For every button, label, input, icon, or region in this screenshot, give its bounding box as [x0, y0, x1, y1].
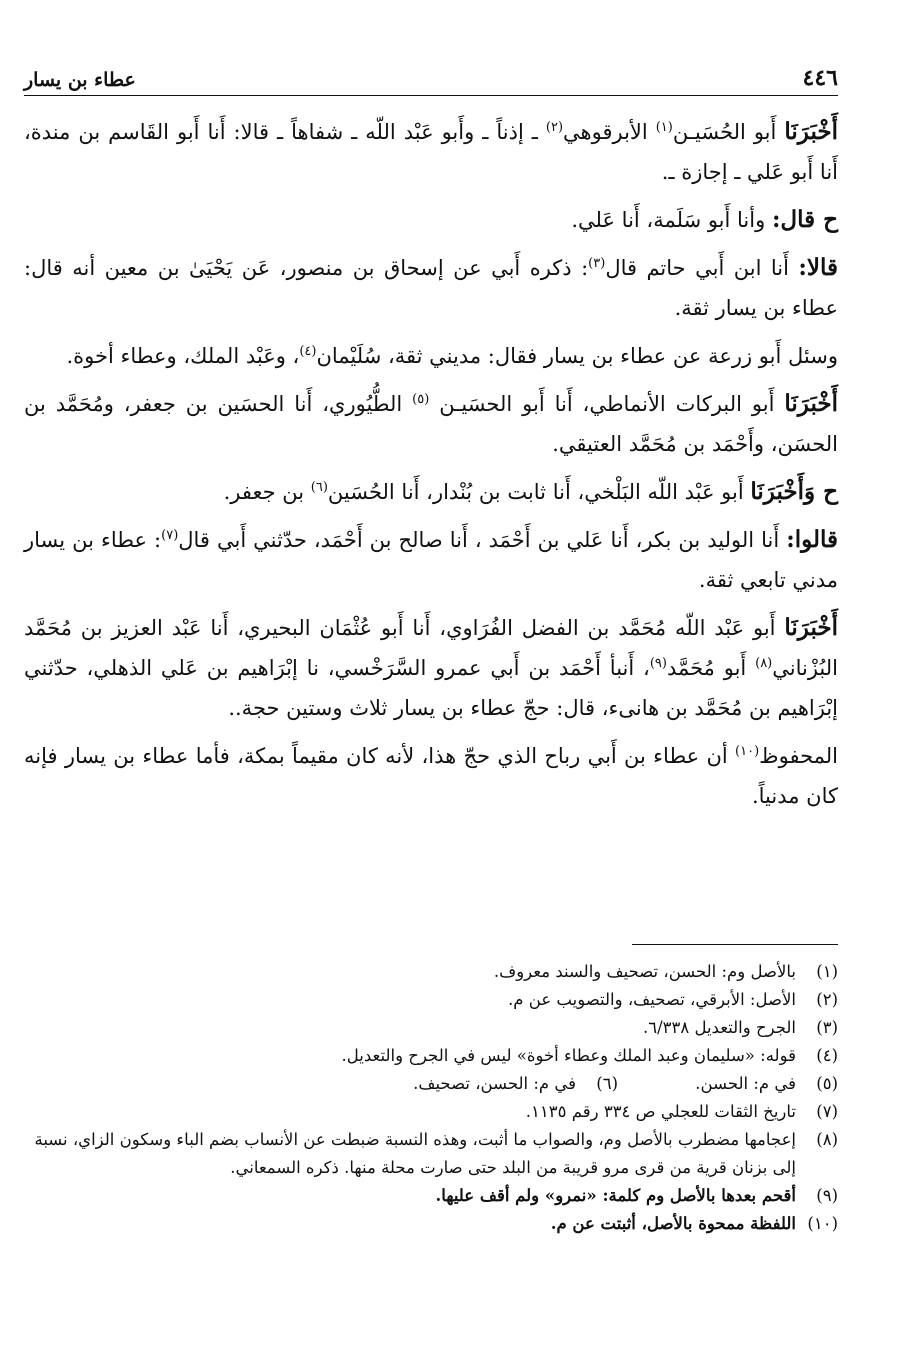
footnote	[24, 1182, 838, 1210]
footnote-number: (٢)	[816, 990, 838, 1009]
footnote-number: (٦)	[596, 1074, 618, 1093]
text-run: الطُّيُوري، أَنا الحسَين بن جعفر، ومُحَمَّد بن الحسَن، وأَحْمَد بن مُحَمَّد العتيقي.	[24, 392, 838, 456]
footnote-number: (٩)	[816, 1186, 838, 1205]
text-run: وسئل أَبو زرعة عن عطاء بن يسار فقال: مديني ثقة، سُلَيْمان	[316, 344, 838, 368]
footnote-marker: (٦)	[310, 480, 328, 495]
isnad-lead: أَخْبَرَنَا	[784, 118, 838, 145]
text-run: ـ إذناً ـ وأَبو عَبْد اللّه ـ شفاهاً ـ قالا: أَنا أَبو القَاسم بن مندة، أَنا أَبو عَلي ـ إجازة ـ.	[24, 120, 838, 184]
footnote	[618, 1070, 838, 1098]
main-text	[24, 112, 838, 824]
isnad-lead: قالا:	[798, 254, 838, 281]
footnote	[24, 958, 838, 986]
paragraph	[24, 472, 838, 512]
footnote-marker: (٩)	[649, 656, 667, 671]
footnote-number: (١)	[816, 962, 838, 981]
footnote-number: (٥)	[816, 1074, 838, 1093]
paragraph	[24, 384, 838, 464]
footnote-marker: (٣)	[588, 256, 606, 271]
page-number: ٤٤٦	[802, 65, 838, 91]
text-run: أَبو مُحَمَّد	[666, 656, 756, 680]
footnote-number: (٤)	[816, 1046, 838, 1065]
text-run: المحفوظ	[759, 744, 838, 768]
footnote-marker: (٢)	[545, 120, 564, 135]
footnote-text: اللفظة ممحوة بالأصل، أثبتت عن م.	[550, 1214, 796, 1233]
footnote-marker: (٥)	[412, 392, 430, 407]
footnote-number: (٨)	[816, 1130, 838, 1149]
footnote-separator	[632, 944, 838, 945]
paragraph	[24, 248, 838, 328]
text-run: : عطاء بن يسار مدني تابعي ثقة.	[24, 528, 838, 592]
footnote-marker: (١)	[655, 120, 673, 135]
footnote	[24, 1098, 838, 1126]
text-run: أَبو عَبْد اللّه البَلْخي، أَنا ثابت بن بُنْدار، أَنا الحُسَين	[327, 480, 751, 504]
text-run: الأبرقوهي	[563, 120, 656, 144]
running-title: عطاء بن يسار	[24, 69, 136, 91]
footnote	[24, 1126, 838, 1182]
footnote-text: الجرح والتعديل ٦/٣٣٨.	[642, 1018, 796, 1037]
isnad-lead: قالوا:	[786, 526, 838, 553]
text-run: بن جعفر.	[223, 480, 311, 504]
footnote-number: (٣)	[816, 1018, 838, 1037]
footnote-marker: (٧)	[161, 528, 179, 543]
footnote-marker: (١٠)	[735, 744, 760, 759]
text-run: : ذكره أَبي عن إسحاق بن منصور، عَن يَحْيَىٰ بن معين أنه قال: عطاء بن يسار ثقة.	[24, 256, 838, 320]
footnote-text: الأصل: الأبرقي، تصحيف، والتصويب عن م.	[508, 990, 796, 1009]
text-run: أَنا ابن أَبي حاتم قال	[605, 256, 799, 280]
footnote	[24, 1210, 838, 1238]
paragraph	[24, 112, 838, 192]
footnote	[24, 986, 838, 1014]
footnote-number: (١٠)	[807, 1214, 838, 1233]
footnote-text: إعجامها مضطرب بالأصل وم، والصواب ما أثبت، وهذه النسبة ضبطت عن الأنساب بضم الباء وسكون الزاي، نسبة إلى بزنان قرية من قرى مرو قريبة من البلد حتى صارت محلة منها. ذكره السمعاني.	[34, 1130, 796, 1177]
text-run: أَبو عَبْد اللّه مُحَمَّد بن الفضل الفُرَاوي، أَنا أَبو عُثْمَان البحيري، أَنا عَبْد العزيز بن مُحَمَّد البُزْناني	[24, 616, 838, 680]
text-run: ، أَنبأ أَحْمَد بن أَبي عمرو السَّرَخْسي، نا إبْرَاهيم بن عَلي الذهلي، حدّثني إبْرَاهيم بن مُحَمَّد بن هانىء، قال: حجّ عطاء بن يسار ثلاث وستين حجة..	[24, 656, 838, 720]
isnad-lead: ح قال:	[771, 206, 838, 233]
footnote-marker: (٨)	[755, 656, 773, 671]
isnad-lead: أَخْبَرَنَا	[784, 390, 838, 417]
text-run: ، وعَبْد الملك، وعطاء أخوة.	[66, 344, 300, 368]
paragraph	[24, 200, 838, 240]
text-run: أَبو البركات الأنماطي، أَنا أَبو الحسَيـن	[429, 392, 785, 416]
paragraph	[24, 608, 838, 728]
text-run: أَبو الحُسَيـن	[672, 120, 785, 144]
page-header	[24, 54, 838, 96]
footnote-text: قوله: «سليمان وعبد الملك وعطاء أخوة» ليس في الجرح والتعديل.	[341, 1046, 796, 1065]
isnad-lead: أَخْبَرَنَا	[784, 614, 838, 641]
footnote-text: تاريخ الثقات للعجلي ص ٣٣٤ رقم ١١٣٥.	[525, 1102, 796, 1121]
paragraph	[24, 520, 838, 600]
paragraph	[24, 336, 838, 376]
footnote	[24, 1014, 838, 1042]
text-run: وأنا أَبو سَلَمة، أَنا عَلي.	[571, 208, 772, 232]
footnote-text: بالأصل وم: الحسن، تصحيف والسند معروف.	[493, 962, 796, 981]
footnotes	[24, 958, 838, 1238]
text-run: أَنا الوليد بن بكر، أَنا عَلي بن أَحْمَد ، أَنا صالح بن أَحْمَد، حدّثني أَبي قال	[178, 528, 787, 552]
footnote-marker: (٤)	[299, 344, 317, 359]
footnote-number: (٧)	[816, 1102, 838, 1121]
text-run: أن عطاء بن أَبي رباح الذي حجّ هذا، لأنه كان مقيماً بمكة، فأما عطاء بن يسار فإنه كان مدنياً.	[24, 744, 838, 808]
footnote-text: أقحم بعدها بالأصل وم كلمة: «نمرو» ولم أقف عليها.	[435, 1186, 796, 1205]
paragraph	[24, 736, 838, 816]
footnote	[413, 1070, 618, 1098]
footnote-text: في م: الحسن.	[695, 1074, 796, 1093]
footnote	[24, 1042, 838, 1070]
footnote-row	[24, 1070, 838, 1098]
footnote-text: في م: الحسن، تصحيف.	[413, 1074, 576, 1093]
isnad-lead: ح وَأَخْبَرَنَا	[750, 478, 838, 505]
